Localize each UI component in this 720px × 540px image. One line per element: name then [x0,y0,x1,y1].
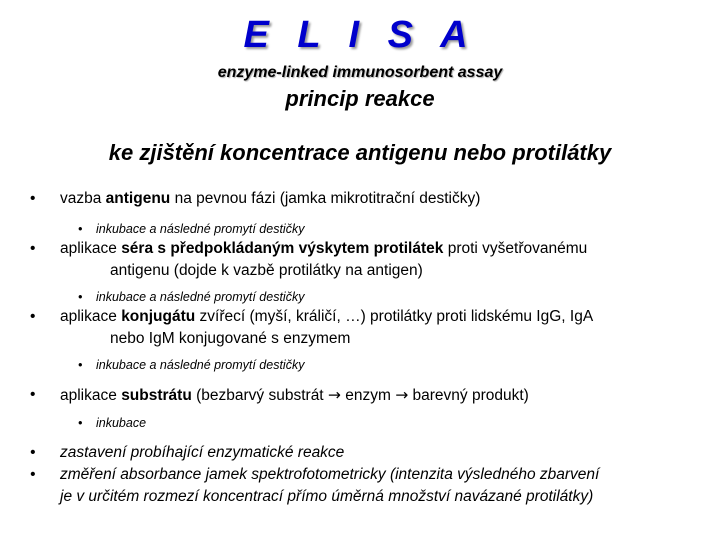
slide-heading: princip reakce [285,86,435,111]
step-1 [30,188,710,210]
step-4-sub: • inkubace [78,416,147,430]
slide-subtitle: enzyme-linked immunosorbent assay [217,64,503,81]
step-2: • aplikace séra s předpokládaným výskytem protilátek proti vyšetřovanému antigenu (dojde k vazbě protilátky na antigen) [30,238,710,282]
bullet-icon: • [30,466,36,483]
bullet-icon: • [30,444,36,461]
bullet-icon: • [78,358,83,372]
step-1-text: vazba antigenu na pevnou fázi (jamka mikrotitrační destičky) [60,190,481,207]
bullet-icon: • [30,386,36,403]
arrow-icon: → [327,386,341,404]
step-4-text: aplikace substrátu (bezbarvý substrát → enzym → barevný produkt) [60,386,529,404]
bullet-icon: • [30,240,36,257]
step-2-sub: • inkubace a následné promytí destičky [78,290,305,304]
step-2-text: aplikace séra s předpokládaným výskytem protilátek proti vyšetřovanému [60,240,588,257]
step-3: • aplikace konjugátu zvířecí (myší, králičí, …) protilátky proti lidskému IgG, IgA nebo IgM konjugované s enzymem [30,306,710,350]
step-3-sub: • inkubace a následné promytí destičky [78,358,305,372]
step-1-sub: • inkubace a následné promytí destičky [78,222,305,236]
step-4 [30,384,710,407]
step-3-text: aplikace konjugátu zvířecí (myší, králičí, …) protilátky proti lidskému IgG, IgA [60,308,594,325]
lead-statement: ke zjištění koncentrace antigenu nebo protilátky [108,140,612,165]
step-6: • změření absorbance jamek spektrofotometricky (intenzita výsledného zbarvení je v určitém rozmezí koncentrací přímo úměrná množství navázané protilátky) [30,466,600,505]
bullet-icon: • [30,190,36,207]
bullet-icon: • [30,308,36,325]
slide-title: E L I S A [243,14,477,56]
step-5: • zastavení probíhající enzymatické reakce [30,442,710,464]
bullet-icon: • [78,416,83,430]
bullet-icon: • [78,290,83,304]
bullet-icon: • [78,222,83,236]
arrow-icon: → [395,386,409,404]
